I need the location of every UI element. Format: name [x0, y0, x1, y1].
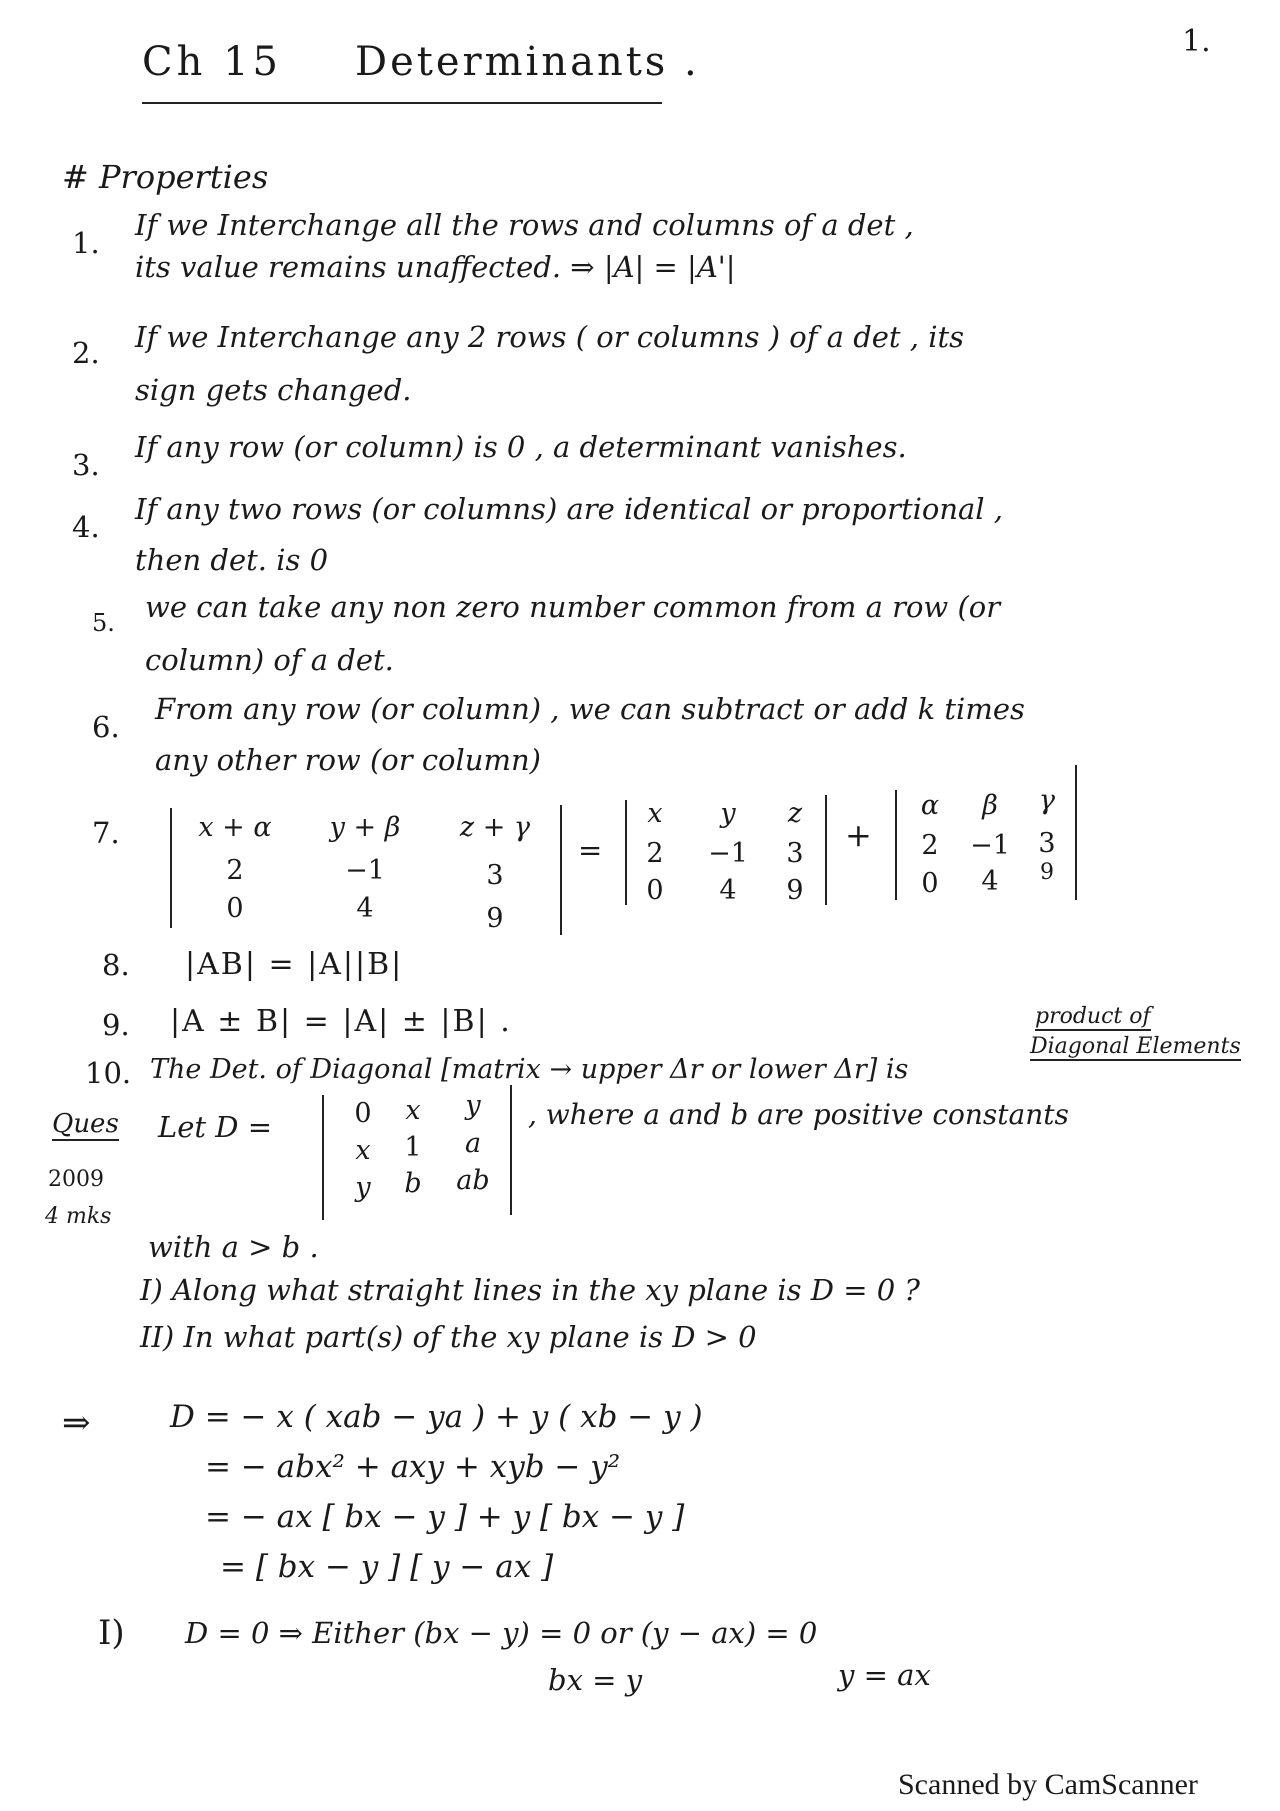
- solution-line: D = − x ( xab − ya ) + y ( xb − y ): [170, 1399, 703, 1435]
- property-line: |A ± B| = |A| ± |B| .: [170, 1004, 512, 1039]
- property-number: 9.: [102, 1008, 130, 1042]
- solution-line: = [ bx − y ] [ y − ax ]: [220, 1549, 554, 1585]
- matrix-cell: a: [464, 1128, 482, 1159]
- question-part: II) In what part(s) of the xy plane is D > 0: [140, 1320, 757, 1354]
- matrix-cell: z + γ: [459, 812, 531, 843]
- property-line: its value remains unaffected. ⇒ |A| = |A'|: [135, 250, 736, 284]
- property-line: we can take any non zero number common from a row (or: [145, 590, 1001, 624]
- property-line: From any row (or column) , we can subtract or add k times: [155, 692, 1025, 726]
- property-line: sign gets changed.: [135, 373, 412, 407]
- question-label: Ques: [52, 1109, 119, 1139]
- property-number: 10.: [85, 1056, 132, 1090]
- property-line: If we Interchange any 2 rows ( or columns ) of a det , its: [135, 320, 965, 354]
- matrix-cell: 2: [646, 838, 664, 869]
- matrix-cell: 0: [921, 868, 939, 899]
- matrix-cell: β: [982, 790, 998, 821]
- property-number: 4.: [72, 510, 100, 544]
- plus-sign: +: [845, 816, 872, 854]
- matrix-cell: 4: [719, 875, 737, 906]
- matrix-cell: x + α: [198, 812, 272, 843]
- properties-heading: # Properties: [62, 158, 269, 196]
- matrix-cell: −1: [970, 830, 1010, 861]
- matrix-cell: x: [355, 1135, 371, 1166]
- question-year: 2009: [48, 1167, 104, 1192]
- det-bar-left: [322, 1095, 324, 1220]
- question-marks: 4 mks: [45, 1204, 112, 1229]
- matrix-cell: 0: [226, 893, 244, 924]
- matrix-cell: 1: [404, 1132, 422, 1163]
- solution-line: D = 0 ⇒ Either (bx − y) = 0 or (y − ax) = 0: [185, 1616, 818, 1650]
- solution-line: y = ax: [838, 1658, 931, 1692]
- matrix-cell: 0: [646, 875, 664, 906]
- matrix-cell: −1: [708, 838, 748, 869]
- scanner-watermark: Scanned by CamScanner: [898, 1768, 1198, 1801]
- solution-line: = − ax [ bx − y ] + y [ bx − y ]: [205, 1499, 685, 1535]
- matrix-cell: y: [355, 1172, 371, 1203]
- matrix-cell: 2: [226, 855, 244, 886]
- matrix-cell: 4: [981, 866, 999, 897]
- solution-part-label: I): [98, 1613, 125, 1653]
- matrix-cell: 0: [354, 1098, 372, 1129]
- question-condition: with a > b .: [148, 1230, 319, 1264]
- property-line: any other row (or column): [155, 743, 541, 777]
- matrix-cell: 3: [486, 860, 504, 891]
- question-let: Let D =: [158, 1110, 273, 1144]
- property-number: 8.: [102, 948, 130, 982]
- property-line: then det. is 0: [135, 543, 329, 577]
- equals-sign: =: [578, 833, 603, 867]
- page-number: 1.: [1182, 24, 1211, 59]
- matrix-cell: 3: [1038, 828, 1056, 859]
- property-line: |AB| = |A||B|: [185, 947, 404, 982]
- matrix-cell: b: [404, 1168, 422, 1199]
- det-bar-right: [1075, 765, 1077, 900]
- det-bar-left: [170, 808, 172, 928]
- solution-line: bx = y: [548, 1663, 643, 1697]
- matrix-cell: 9: [486, 903, 504, 934]
- solution-line: = − abx² + axy + xyb − y²: [205, 1449, 621, 1485]
- det-bar-left: [895, 790, 897, 900]
- property-number: 2.: [72, 336, 100, 370]
- property-number: 5.: [92, 609, 115, 637]
- property-number: 3.: [72, 448, 100, 482]
- question-where: , where a and b are positive constants: [528, 1098, 1069, 1131]
- matrix-cell: x: [405, 1095, 421, 1126]
- matrix-cell: −1: [345, 855, 385, 886]
- det-bar-right: [560, 805, 562, 935]
- matrix-cell: 3: [786, 838, 804, 869]
- matrix-cell: 2: [921, 830, 939, 861]
- det-bar-right: [510, 1085, 512, 1215]
- matrix-cell: ab: [456, 1165, 490, 1196]
- matrix-cell: α: [920, 790, 940, 821]
- det-bar-left: [625, 800, 627, 905]
- matrix-cell: y + β: [329, 812, 401, 843]
- property-number: 7.: [92, 816, 120, 850]
- matrix-cell: z: [787, 798, 803, 829]
- property10-note: product of: [1035, 1005, 1151, 1031]
- matrix-cell: y: [720, 798, 736, 829]
- page-title: Determinants .: [355, 39, 700, 85]
- title-underline: [142, 102, 662, 104]
- chapter-label: Ch 15: [142, 39, 282, 85]
- matrix-cell: 4: [356, 893, 374, 924]
- property-line: The Det. of Diagonal [matrix → upper Δr or lower Δr] is: [150, 1054, 909, 1085]
- property-line: If we Interchange all the rows and columns of a det ,: [135, 208, 914, 242]
- matrix-cell: γ: [1038, 785, 1056, 816]
- property-line: column) of a det.: [145, 643, 394, 677]
- matrix-cell: 9: [1040, 860, 1054, 885]
- question-part: I) Along what straight lines in the xy plane is D = 0 ?: [140, 1273, 920, 1307]
- matrix-cell: 9: [786, 875, 804, 906]
- property-number: 1.: [72, 226, 100, 260]
- property-line: If any two rows (or columns) are identical or proportional ,: [135, 492, 1004, 526]
- property-line: If any row (or column) is 0 , a determinant vanishes.: [135, 430, 907, 464]
- matrix-cell: y: [465, 1090, 481, 1121]
- matrix-cell: x: [647, 798, 663, 829]
- property-number: 6.: [92, 710, 120, 744]
- implies-arrow: ⇒: [62, 1403, 91, 1443]
- property10-note: Diagonal Elements: [1030, 1035, 1241, 1061]
- det-bar-right: [825, 795, 827, 905]
